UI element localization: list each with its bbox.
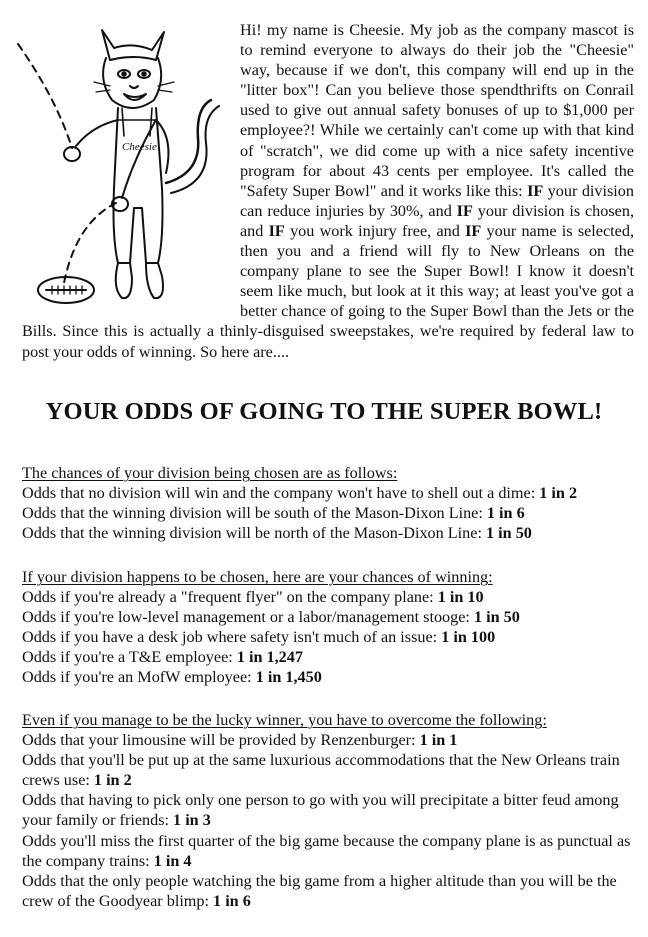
odds-line	[22, 607, 634, 627]
odds-description: Odds if you have a desk job where safety isn't much of an issue:	[22, 628, 442, 647]
intro-segment: your name is selected, then you and a friend will fly to New Orleans on the company plane to see the Super Bowl! I know it doesn't seem like much, but look at it this way; at least you've got a better chance of going to the Super Bowl than the Jets or the Bills. Since this is actually a thinly-disguised sweepstakes, we're required by federal law to post your odds of winning. So here are....	[22, 221, 634, 361]
intro-segment: your division is chosen, and	[240, 201, 634, 240]
odds-line	[22, 523, 634, 543]
emphasis-if: IF	[268, 221, 285, 240]
odds-line	[22, 667, 634, 687]
intro-segment: your division can reduce injuries by 30%, and	[240, 181, 634, 220]
section-heading: The chances of your division being chosen are as follows:	[22, 464, 398, 482]
odds-value: 1 in 3	[173, 811, 211, 830]
odds-line	[22, 647, 634, 667]
section-chances-of-winning	[22, 567, 634, 688]
odds-description: Odds if you're an MofW employee:	[22, 668, 256, 687]
odds-line	[22, 483, 634, 503]
section-division-chosen	[22, 463, 634, 543]
odds-value: 1 in 6	[213, 891, 251, 910]
odds-line	[22, 587, 634, 607]
odds-description: Odds that no division will win and the company won't have to shell out a dime:	[22, 484, 540, 503]
odds-description: Odds if you're low-level management or a labor/management stooge:	[22, 608, 474, 627]
odds-description: Odds that your limousine will be provided by Renzenburger:	[22, 731, 420, 750]
odds-value: 1 in 1,450	[255, 668, 322, 687]
intro-paragraph	[22, 20, 634, 362]
odds-value: 1 in 1,247	[236, 648, 303, 667]
odds-description: Odds you'll miss the first quarter of the big game because the company plane is as punctual as the company trains:	[22, 831, 631, 870]
odds-value: 1 in 100	[441, 628, 496, 647]
intro-segment: you work injury free, and	[284, 221, 466, 240]
section-obstacles	[22, 710, 634, 911]
odds-description: Odds that you'll be put up at the same luxurious accommodations that the New Orleans train crews use:	[22, 751, 620, 790]
odds-line	[22, 790, 634, 830]
odds-description: Odds that the only people watching the big game from a higher altitude than you will be the crew of the Goodyear blimp:	[22, 871, 617, 910]
shirt-name-text: Cheesie	[122, 141, 157, 153]
odds-value: 1 in 10	[437, 588, 484, 607]
odds-description: Odds that the winning division will be north of the Mason-Dixon Line:	[22, 524, 486, 543]
odds-value: 1 in 50	[486, 524, 532, 543]
odds-value: 1 in 6	[486, 504, 525, 523]
emphasis-if: IF	[456, 201, 473, 220]
odds-value: 1 in 4	[153, 851, 192, 870]
emphasis-if: IF	[527, 181, 544, 200]
odds-value: 1 in 50	[473, 608, 520, 627]
odds-description: Odds if you're already a "frequent flyer" on the company plane:	[22, 588, 438, 607]
odds-line	[22, 730, 634, 750]
odds-description: Odds if you're a T&E employee:	[22, 648, 237, 667]
section-heading: Even if you manage to be the lucky winner, you have to overcome the following:	[22, 711, 547, 729]
odds-line	[22, 750, 634, 790]
section-heading: If your division happens to be chosen, here are your chances of winning:	[22, 568, 493, 586]
odds-line	[22, 871, 634, 911]
odds-line	[22, 831, 634, 871]
intro-segment: Hi! my name is Cheesie. My job as the company mascot is to remind everyone to always do their job the "Cheesie" way, because if we don't, this company will end up in the "litter box"! Can you believe those spendthrifts on Conrail used to give out annual safety bonuses of up to $1,000 per employee?! While we certainly can't come up with that kind of "scratch", we did come up with a nice safety incentive program for about 43 cents per employee. It's called the "Safety Super Bowl" and it works like this:	[240, 21, 634, 200]
emphasis-if: IF	[465, 221, 482, 240]
illustration-spacer	[22, 20, 240, 310]
odds-line	[22, 503, 634, 523]
odds-value: 1 in 1	[419, 731, 458, 750]
odds-value: 1 in 2	[93, 771, 132, 790]
odds-description: Odds that having to pick only one person to go with you will precipitate a bitter feud among your family or friends:	[22, 791, 619, 830]
odds-value: 1 in 2	[539, 484, 578, 503]
odds-line	[22, 627, 634, 647]
odds-description: Odds that the winning division will be south of the Mason-Dixon Line:	[22, 504, 487, 523]
headline: YOUR ODDS OF GOING TO THE SUPER BOWL!	[45, 398, 603, 425]
